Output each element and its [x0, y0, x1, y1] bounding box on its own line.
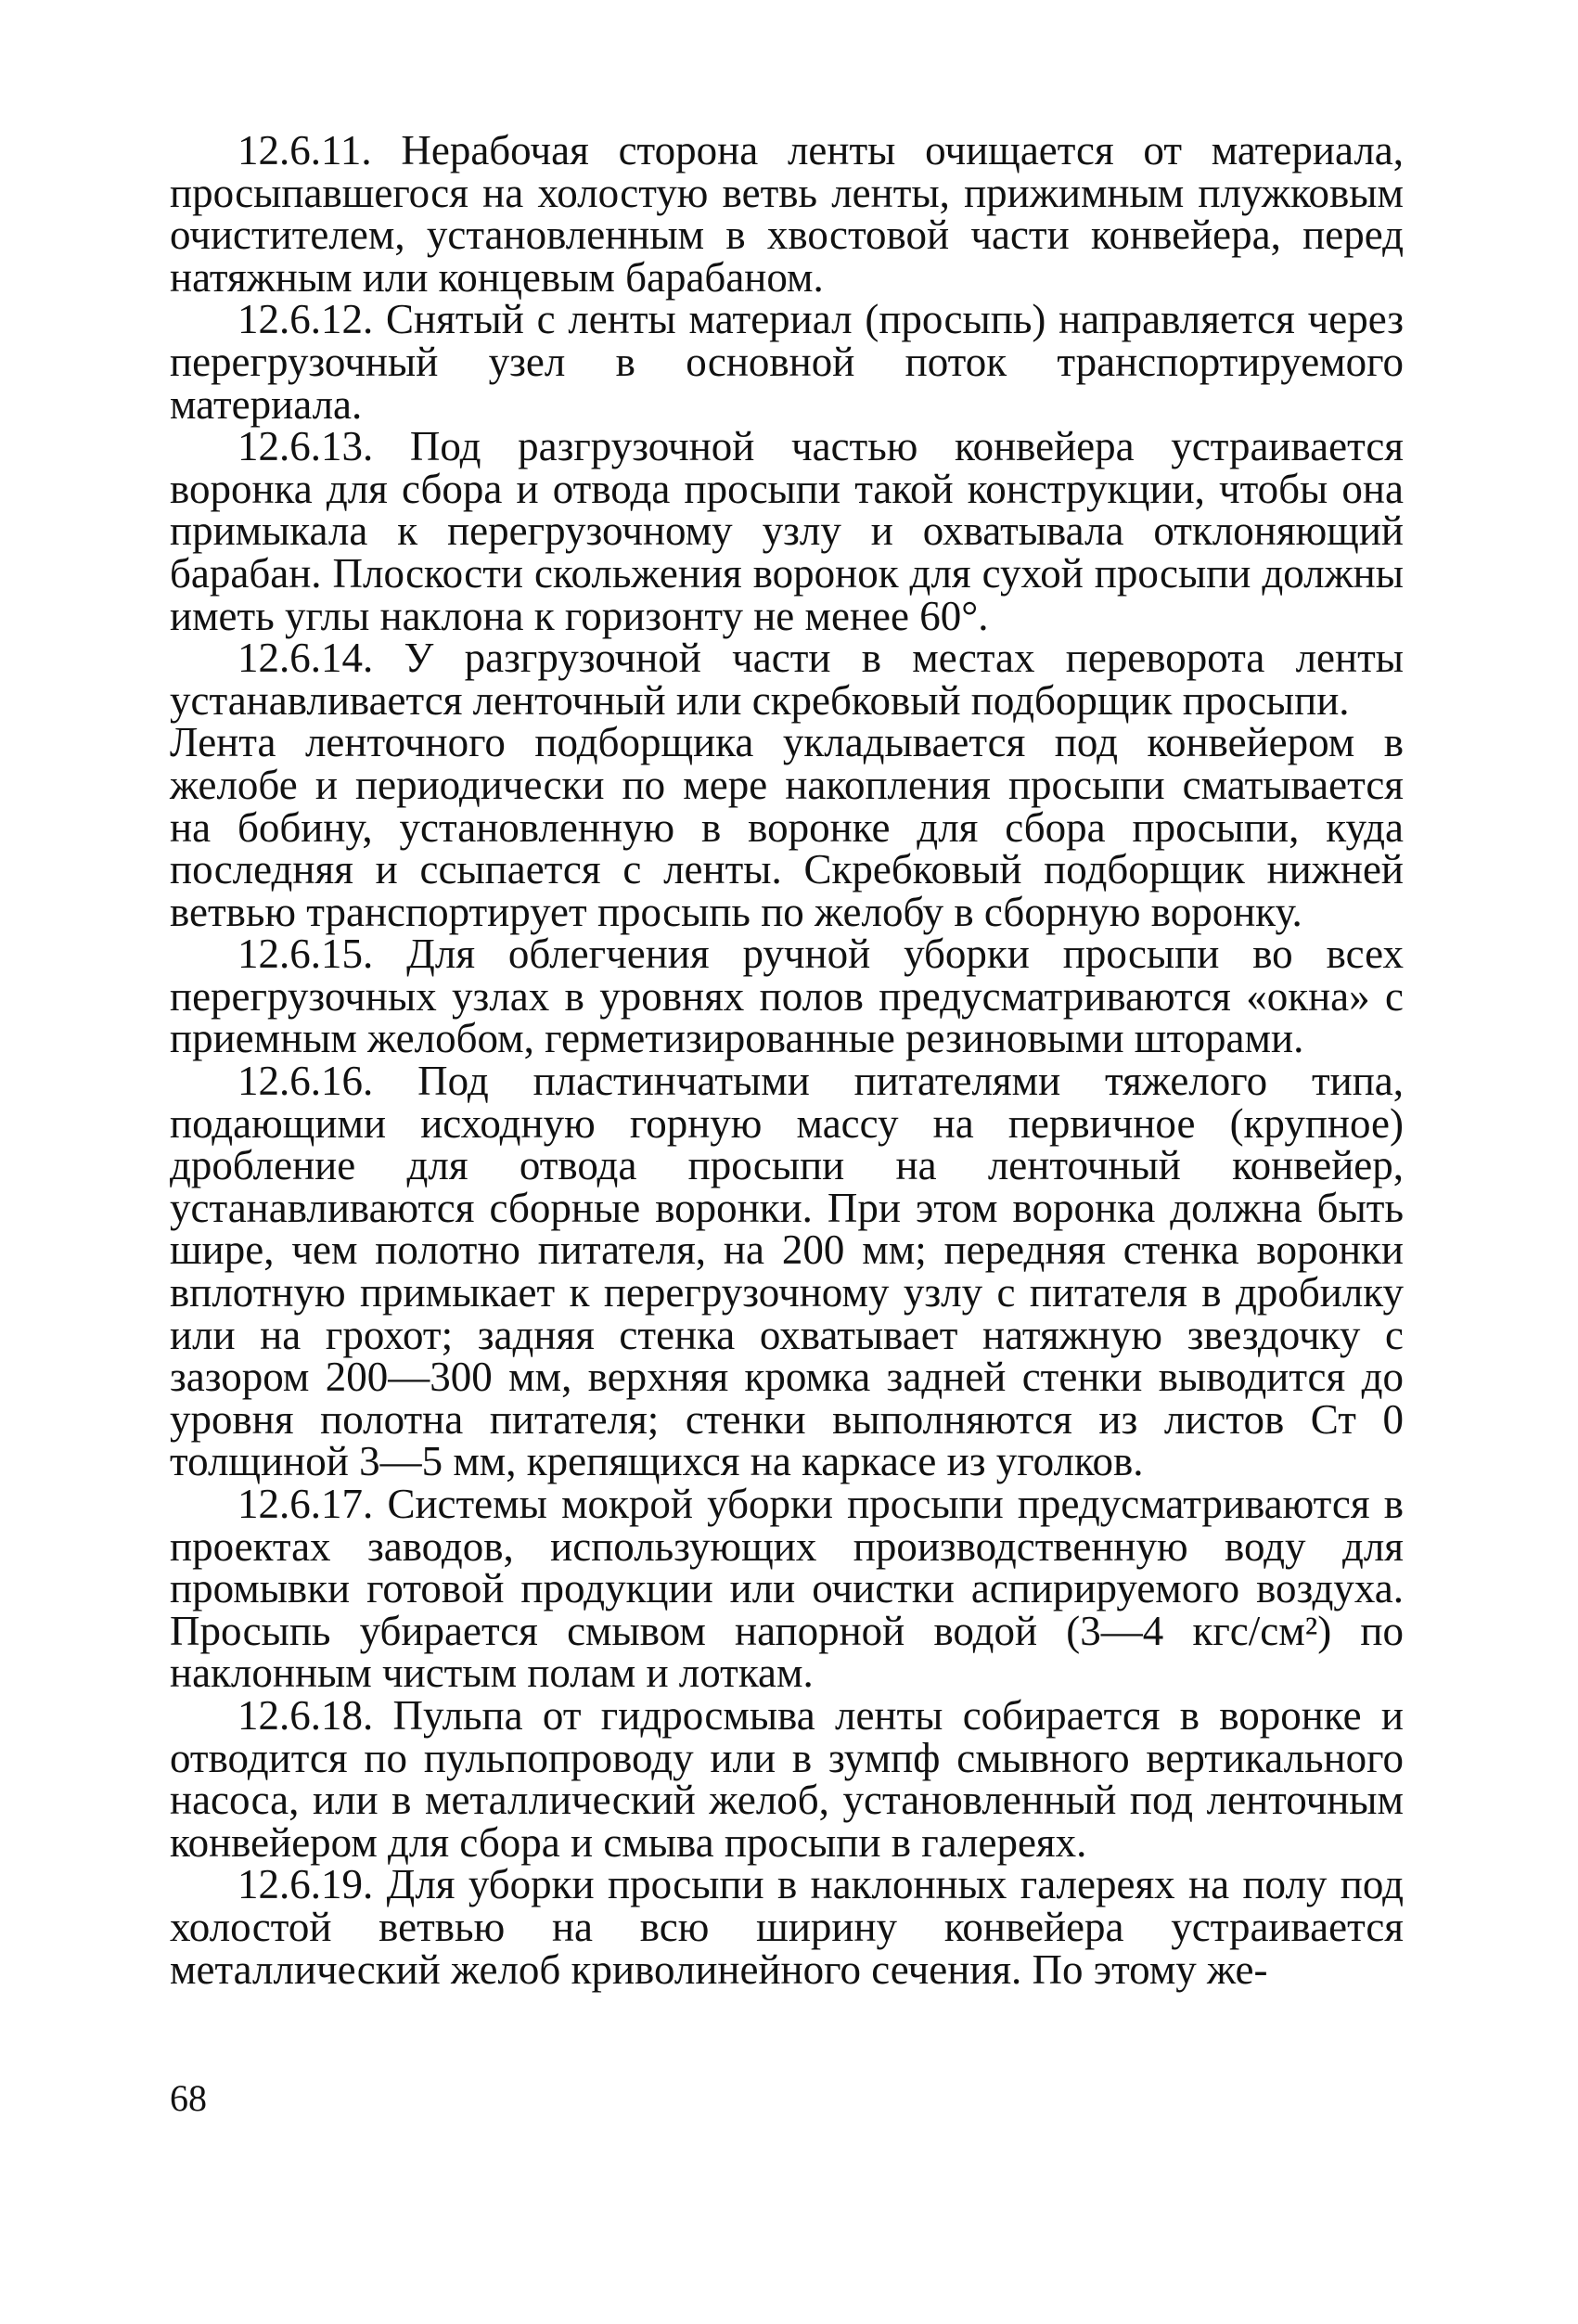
- page-number: 68: [170, 2077, 207, 2119]
- paragraph-12-6-16: 12.6.16. Под пластинчатыми питателями тяжелого типа, подающими исходную горную массу на первичное (крупное) дробление для отвода просыпи на ленточный конвейер, устанавливаются сборные воронки. При этом воронка должна быть шире, чем полотно питателя, на 200 мм; передняя стенка воронки вплотную примыкает к перегрузочному узлу с питателя в дробилку или на грохот; задняя стенка охватывает натяжную звездочку с зазором 200—300 мм, верхняя кромка задней стенки выводится до уровня полотна питателя; стенки выполняются из листов Ст 0 толщиной 3—5 мм, крепящихся на каркасе из уголков.: [170, 1058, 1404, 1485]
- page-body: [170, 127, 1404, 1993]
- paragraph-12-6-19: 12.6.19. Для уборки просыпи в наклонных галереях на полу под холостой ветвью на всю ширину конвейера устраивается металлический желоб криволинейного сечения. По этому же-: [170, 1861, 1404, 1993]
- paragraph-tape-collector: Лента ленточного подборщика укладывается под конвейером в желобе и периодически по мере накопления просыпи сматывается на бобину, установленную в воронке для сбора просыпи, куда последняя и ссыпается с ленты. Скребковый подборщик нижней ветвью транспортирует просыпь по желобу в сборную воронку.: [170, 719, 1404, 935]
- paragraph-12-6-14: 12.6.14. У разгрузочной части в местах переворота ленты устанавливается ленточный или скребковый подборщик просыпи.: [170, 635, 1404, 724]
- paragraph-12-6-13: 12.6.13. Под разгрузочной частью конвейера устраивается воронка для сбора и отвода просыпи такой конструкции, чтобы она примыкала к перегрузочному узлу и охватывала отклоняющий барабан. Плоскости скольжения воронок для сухой просыпи должны иметь углы наклона к горизонту не менее 60°.: [170, 423, 1404, 639]
- paragraph-12-6-17: 12.6.17. Системы мокрой уборки просыпи предусматриваются в проектах заводов, использующих производственную воду для промывки готовой продукции или очистки аспирируемого воздуха. Просыпь убирается смывом напорной водой (3—4 кгс/см²) по наклонным чистым полам и лоткам.: [170, 1481, 1404, 1697]
- paragraph-12-6-18: 12.6.18. Пульпа от гидросмыва ленты собирается в воронке и отводится по пульпопроводу или в зумпф смывного вертикального насоса, или в металлический желоб, установленный под ленточным конвейером для сбора и смыва просыпи в галереях.: [170, 1691, 1404, 1866]
- paragraph-12-6-11: 12.6.11. Нерабочая сторона ленты очищается от материала, просыпавшегося на холостую ветвь ленты, прижимным плужковым очистителем, установленным в хвостовой части конвейера, перед натяжным или концевым барабаном.: [170, 127, 1404, 301]
- paragraph-12-6-12: 12.6.12. Снятый с ленты материал (просыпь) направляется через перегрузочный узел в основной поток транспортируемого материала.: [170, 296, 1404, 428]
- paragraph-12-6-15: 12.6.15. Для облегчения ручной уборки просыпи во всех перегрузочных узлах в уровнях полов предусматриваются «окна» с приемным желобом, герметизированные резиновыми шторами.: [170, 931, 1404, 1062]
